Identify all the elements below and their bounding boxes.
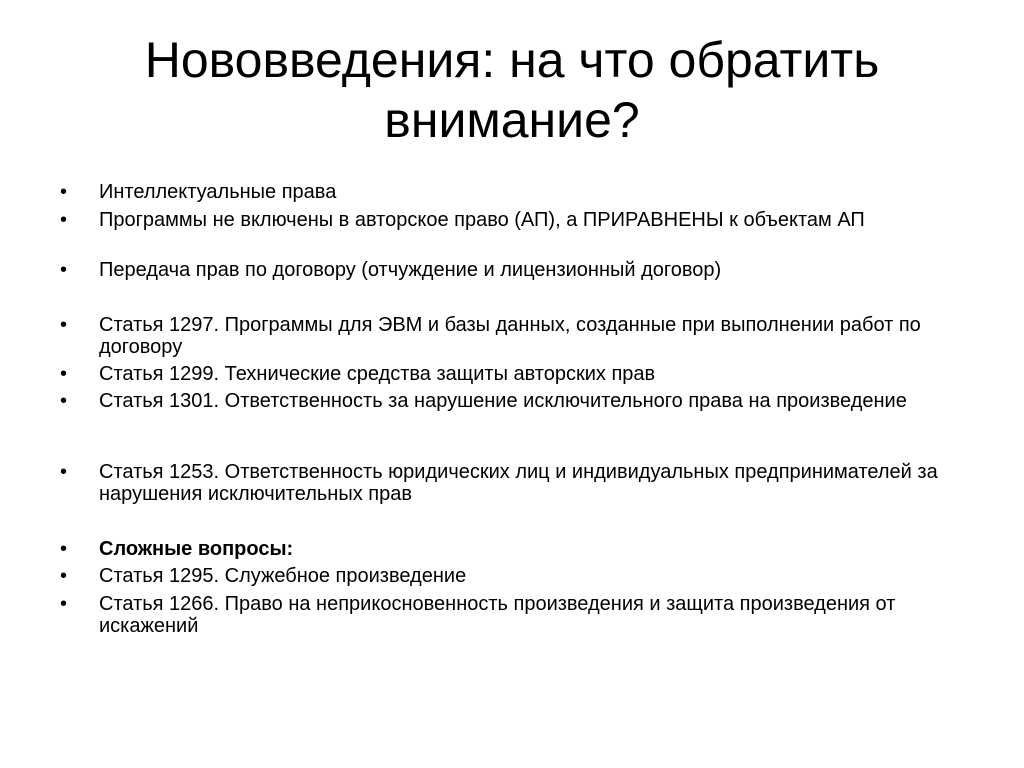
bullet-marker: • — [60, 181, 68, 203]
bullet-marker: • — [60, 593, 68, 615]
bullet-marker: • — [60, 538, 68, 560]
bullet-marker: • — [60, 390, 68, 412]
bullet-text: Статья 1299. Технические средства защиты авторских прав — [99, 363, 656, 385]
bullet-text: Статья 1295. Служебное произведение — [99, 565, 467, 587]
bullet-text: Интеллектуальные права — [99, 181, 337, 203]
bullet-text: Статья 1253. Ответственность юридических лиц и индивидуальных предпринимателей за нарушения исключительных прав — [99, 461, 938, 505]
bullet-text: Программы не включены в авторское право (АП), а ПРИРАВНЕНЫ к объектам АП — [99, 209, 865, 231]
bullet-text: Статья 1266. Право на неприкосновенность произведения и защита произведения от искажений — [99, 593, 896, 637]
bullet-marker: • — [60, 259, 68, 281]
slide-title: Нововведения: на что обратить внимание? — [144, 32, 880, 148]
bullet-text: Сложные вопросы: — [99, 538, 294, 560]
bullet-marker: • — [60, 314, 68, 336]
bullet-text: Статья 1301. Ответственность за нарушение исключительного права на произведение — [99, 390, 907, 412]
bullet-marker: • — [60, 461, 68, 483]
bullet-marker: • — [60, 363, 68, 385]
bullet-text: Статья 1297. Программы для ЭВМ и базы данных, созданные при выполнении работ по договору — [99, 314, 921, 358]
bullet-text: Передача прав по договору (отчуждение и лицензионный договор) — [99, 259, 722, 281]
bullet-marker: • — [60, 209, 68, 231]
bullet-marker: • — [60, 565, 68, 587]
